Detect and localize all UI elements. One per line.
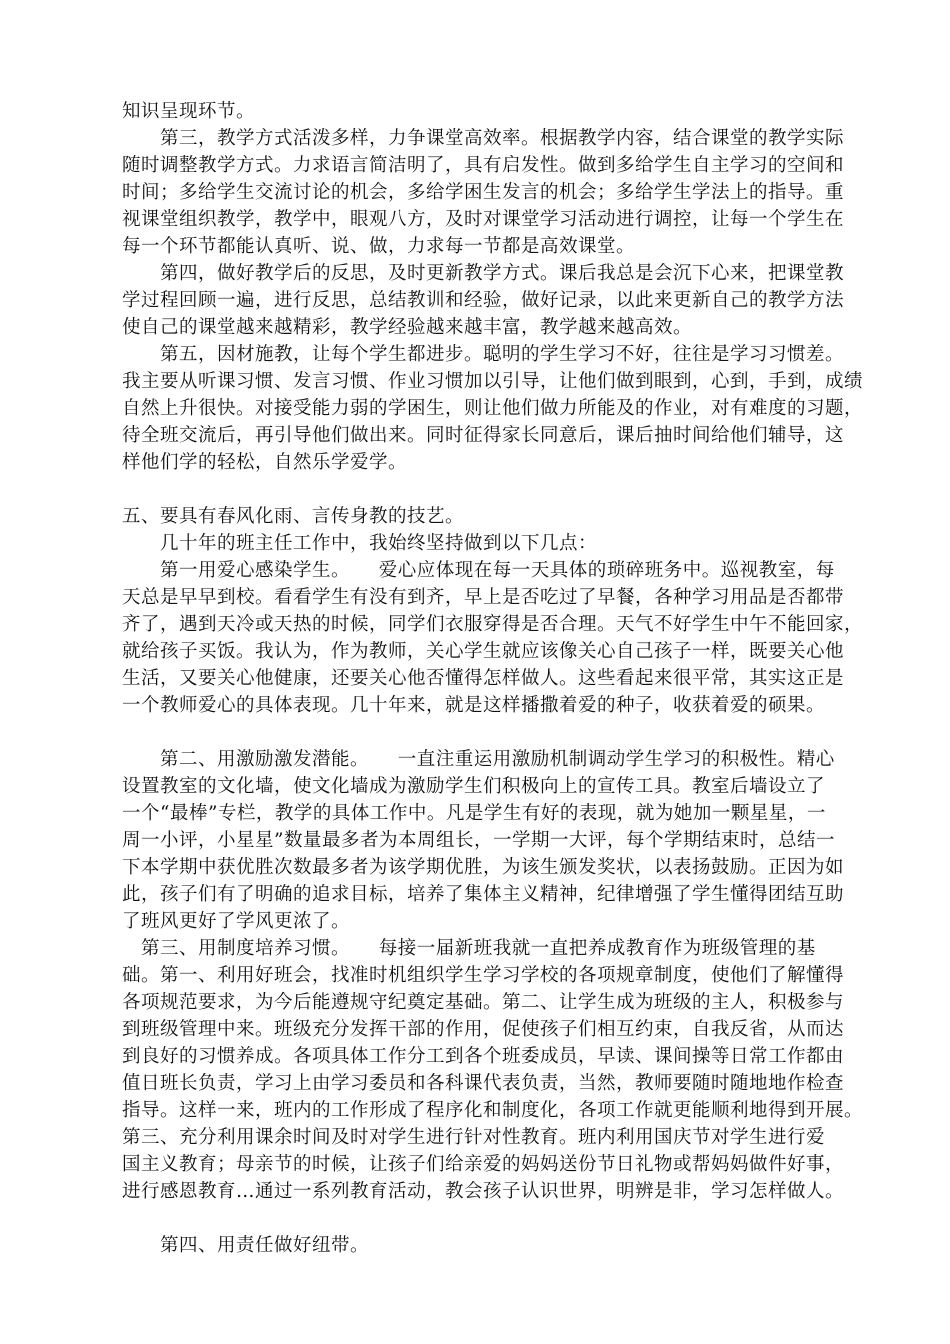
- text-line: 就给孩子买饭。我认为，作为教师，关心学生就应该像关心自己孩子一样，既要关心他: [122, 641, 845, 662]
- text-line: 值日班长负责，学习上由学习委员和各科课代表负责，当然，教师要随时随地地作检查: [122, 1073, 845, 1094]
- text-line: 视课堂组织教学，教学中，眼观八方，及时对课堂学习活动进行调控，让每一个学生在: [122, 209, 845, 230]
- text-line: 每一个环节都能认真听、说、做，力求每一节都是高效课堂。: [122, 236, 636, 257]
- text-line: 知识呈现环节。: [122, 101, 256, 122]
- text-line: 第四，做好教学后的反思，及时更新教学方式。课后我总是会沉下心来，把课堂教: [122, 263, 845, 284]
- text-line: 第一用爱心感染学生。 爱心应体现在每一天具体的琐碎班务中。巡视教室，每: [122, 560, 835, 581]
- text-line: 自然上升很快。对接受能力弱的学困生，则让他们做力所能及的作业，对有难度的习题，: [122, 398, 864, 419]
- text-line: 设置教室的文化墙，使文化墙成为激励学生们积极向上的宣传工具。教室后墙设立了: [122, 776, 826, 797]
- text-line: 到班级管理中来。班级充分发挥干部的作用，促使孩子们相互约束，自我反省，从而达: [122, 1019, 845, 1040]
- text-line: 第三、用制度培养习惯。 每接一届新班我就一直把养成教育作为班级管理的基: [122, 938, 816, 959]
- text-line: 随时调整教学方式。力求语言简洁明了，具有启发性。做到多给学生自主学习的空间和: [122, 155, 845, 176]
- text-line: 国主义教育；母亲节的时候，让孩子们给亲爱的妈妈送份节日礼物或帮妈妈做件好事，: [122, 1154, 845, 1175]
- text-line: 进行感恩教育…通过一系列教育活动，教会孩子认识世界，明辨是非，学习怎样做人。: [122, 1181, 845, 1202]
- text-line: 第三，教学方式活泼多样，力争课堂高效率。根据教学内容，结合课堂的教学实际: [122, 128, 845, 149]
- section-heading: 五、要具有春风化雨、言传身教的技艺。: [122, 506, 465, 527]
- text-line: 第五，因材施教，让每个学生都进步。聪明的学生学习不好，往往是学习习惯差。: [122, 344, 845, 365]
- text-line: 指导。这样一来，班内的工作形成了程序化和制度化，各项工作就更能顺利地得到开展。: [122, 1100, 864, 1121]
- text-line: 时间；多给学生交流讨论的机会，多给学困生发言的机会；多给学生学法上的指导。重: [122, 182, 845, 203]
- text-line: 天总是早早到校。看看学生有没有到齐，早上是否吃过了早餐，各种学习用品是否都带: [122, 587, 845, 608]
- text-line: 第二、用激励激发潜能。 一直注重运用激励机制调动学生学习的积极性。精心: [122, 749, 835, 770]
- text-line: 一个“最棒”专栏，教学的具体工作中。凡是学生有好的表现，就为她加一颗星星，一: [122, 803, 826, 824]
- text-line: 周一小评，小星星”数量最多者为本周组长，一学期一大评，每个学期结束时，总结一: [122, 830, 835, 851]
- text-line: 此，孩子们有了明确的追求目标，培养了集体主义精神，纪律增强了学生懂得团结互助: [122, 884, 845, 905]
- text-line: 础。第一、利用好班会，找准时机组织学生学习学校的各项规章制度，使他们了解懂得: [122, 965, 845, 986]
- text-line: 使自己的课堂越来越精彩，教学经验越来越丰富，教学越来越高效。: [122, 317, 693, 338]
- text-line: 了班风更好了学风更浓了。: [122, 911, 351, 932]
- text-line: 我主要从听课习惯、发言习惯、作业习惯加以引导，让他们做到眼到，心到，手到，成绩: [122, 371, 864, 392]
- text-line: 学过程回顾一遍，进行反思，总结教训和经验，做好记录，以此来更新自己的教学方法: [122, 290, 845, 311]
- text-line: 生活，又要关心他健康，还要关心他否懂得怎样做人。这些看起来很平常，其实这正是: [122, 668, 845, 689]
- text-line: 几十年的班主任工作中，我始终坚持做到以下几点：: [122, 533, 598, 554]
- text-line: 下本学期中获优胜次数最多者为该学期优胜，为该生颁发奖状，以表扬鼓励。正因为如: [122, 857, 845, 878]
- text-line: 到良好的习惯养成。各项具体工作分工到各个班委成员，早读、课间操等日常工作都由: [122, 1046, 845, 1067]
- text-line: 待全班交流后，再引导他们做出来。同时征得家长同意后，课后抽时间给他们辅导，这: [122, 425, 845, 446]
- text-line: 样他们学的轻松，自然乐学爱学。: [122, 452, 408, 473]
- text-line: 第四、用责任做好纽带。: [122, 1235, 370, 1256]
- text-line: 一个教师爱心的具体表现。几十年来，就是这样播撒着爱的种子，收获着爱的硕果。: [122, 695, 826, 716]
- text-line: 齐了，遇到天冷或天热的时候，同学们衣服穿得是否合理。天气不好学生中午不能回家，: [122, 614, 864, 635]
- text-line: 第三、充分利用课余时间及时对学生进行针对性教育。班内利用国庆节对学生进行爱: [122, 1127, 826, 1148]
- text-line: 各项规范要求，为今后能遵规守纪奠定基础。第二、让学生成为班级的主人，积极参与: [122, 992, 845, 1013]
